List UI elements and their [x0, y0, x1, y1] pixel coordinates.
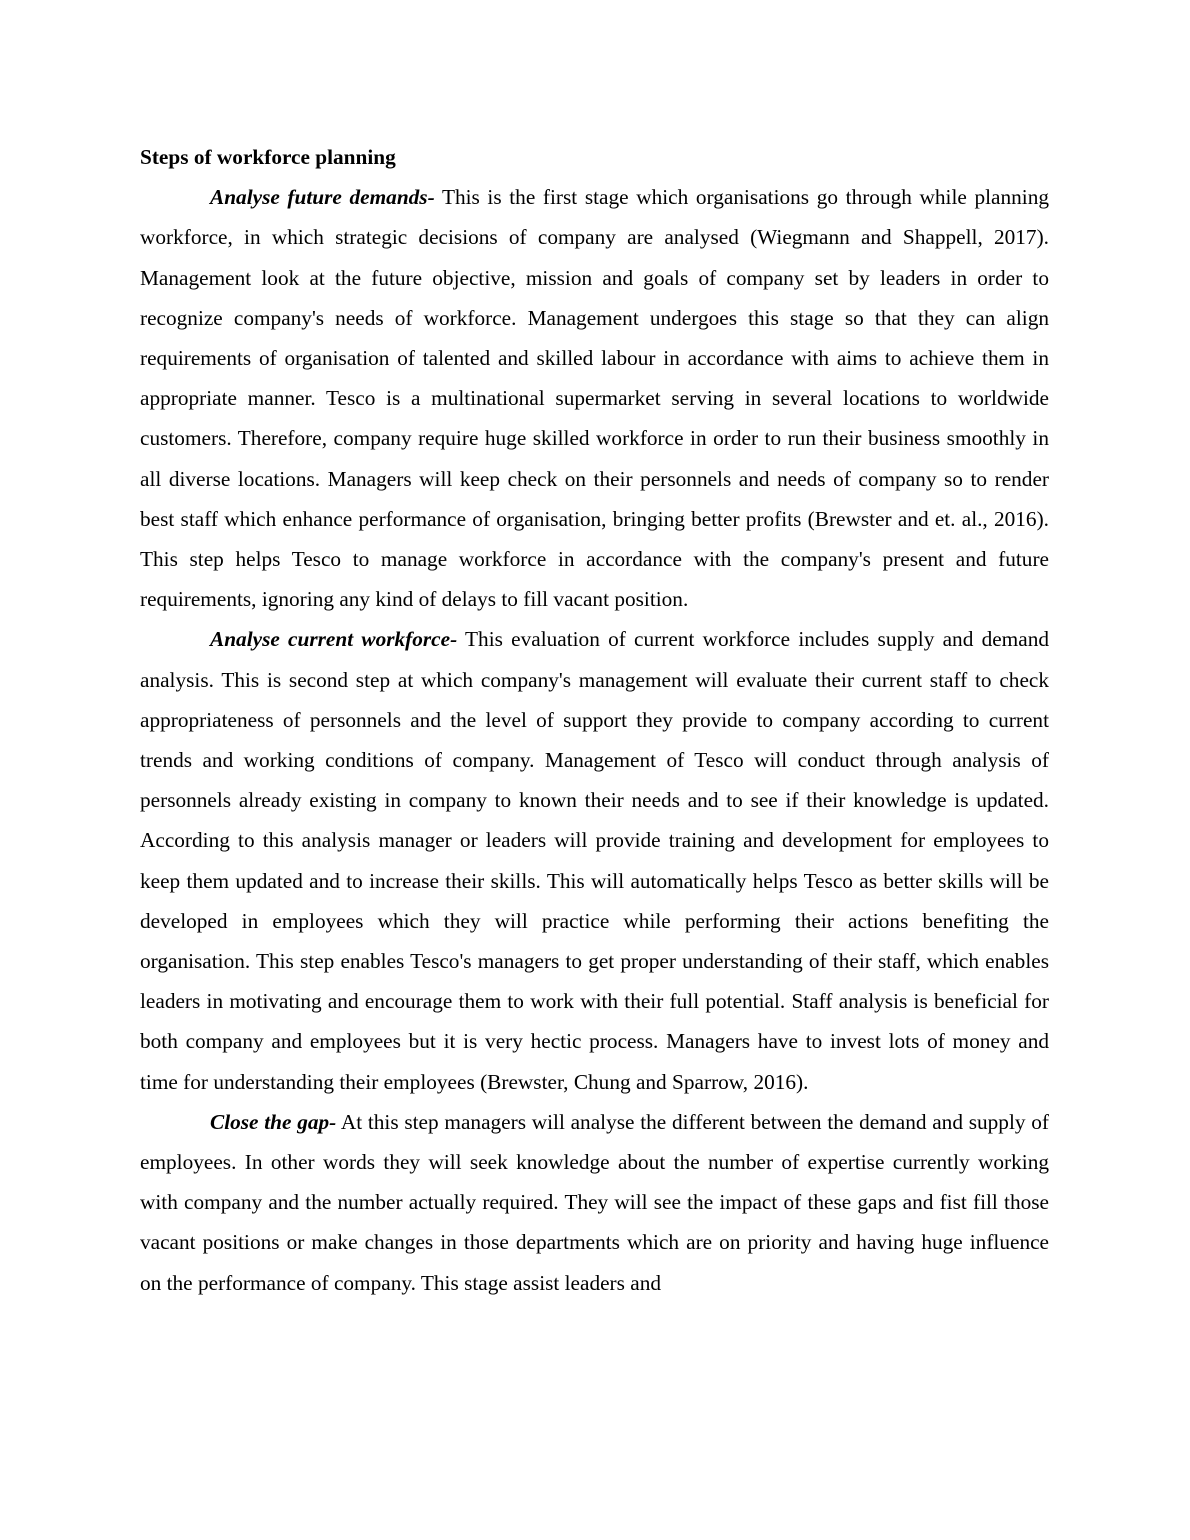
- paragraph-close-the-gap: [140, 1102, 1049, 1303]
- paragraph-lead-term: Analyse future demands-: [210, 185, 435, 210]
- paragraph-analyse-current-workforce: [140, 619, 1049, 1101]
- paragraph-text: This is the first stage which organisations go through while planning workforce, in which strategic decisions of company are analysed (Wiegmann and Shappell, 2017). Management look at the future objective, mission and goals of company set by leaders in order to recognize company's needs of workforce. Management undergoes this stage so that they can align requirements of organisation of talented and skilled labour in accordance with aims to achieve them in appropriate manner. Tesco is a multinational supermarket serving in several locations to worldwide customers. Therefore, company require huge skilled workforce in order to run their business smoothly in all diverse locations. Managers will keep check on their personnels and needs of company so to render best staff which enhance performance of organisation, bringing better profits (Brewster and et. al., 2016). This step helps Tesco to manage workforce in accordance with the company's present and future requirements, ignoring any kind of delays to fill vacant position.: [140, 185, 1049, 612]
- paragraph-text: This evaluation of current workforce includes supply and demand analysis. This is second step at which company's management will evaluate their current staff to check appropriateness of personnels and the level of support they provide to company according to current trends and working conditions of company. Management of Tesco will conduct through analysis of personnels already existing in company to known their needs and to see if their knowledge is updated. According to this analysis manager or leaders will provide training and development for employees to keep them updated and to increase their skills. This will automatically helps Tesco as better skills will be developed in employees which they will practice while performing their actions benefiting the organisation. This step enables Tesco's managers to get proper understanding of their staff, which enables leaders in motivating and encourage them to work with their full potential. Staff analysis is beneficial for both company and employees but it is very hectic process. Managers have to invest lots of money and time for understanding their employees (Brewster, Chung and Sparrow, 2016).: [140, 627, 1049, 1094]
- paragraph-text: At this step managers will analyse the different between the demand and supply of employees. In other words they will seek knowledge about the number of expertise currently working with company and the number actually required. They will see the impact of these gaps and fist fill those vacant positions or make changes in those departments which are on priority and having huge influence on the performance of company. This stage assist leaders and: [140, 1109, 1049, 1295]
- section-heading: Steps of workforce planning: [140, 145, 396, 169]
- paragraph-analyse-future-demands: [140, 177, 1049, 619]
- paragraph-lead-term: Close the gap-: [210, 1109, 337, 1134]
- paragraph-lead-term: Analyse current workforce-: [210, 627, 458, 652]
- document-body: [140, 137, 1049, 1303]
